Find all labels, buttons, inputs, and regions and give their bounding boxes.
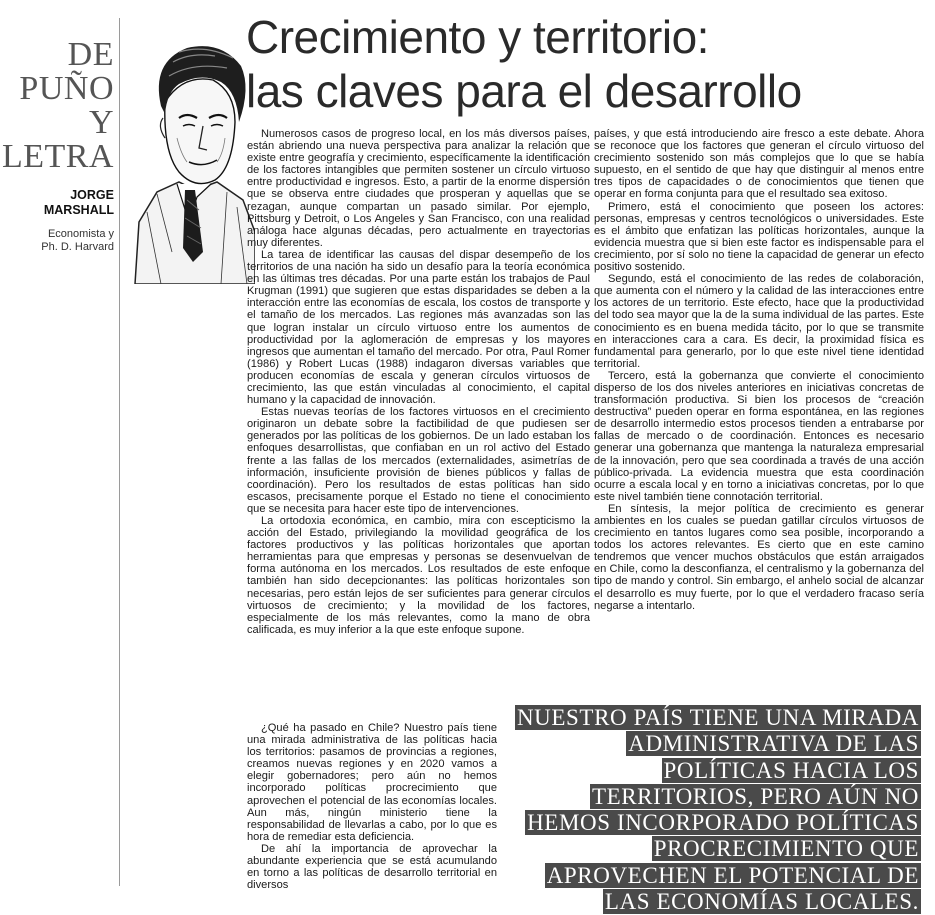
author-role-line: Ph. D. Harvard [41,241,114,253]
section-title-line: Y [88,104,114,141]
paragraph: Segundo, está el conocimiento de las redes de colaboración, que aumenta con el número y la calidad de las interacciones entre los actores de un territorio. Este efecto, hace que la productividad del todo sea mayor que la de la suma individual de las partes. Este conocimiento es en buena medida tácito, por lo que se transmite en interacciones cara a cara. Es decir, la proximidad física es fundamental para generarlo, por lo que este nivel tiene identidad territorial. [594,273,924,370]
pull-quote-text: NUESTRO PAÍS TIENE UNA MIRADA ADMINISTRATIVA DE LAS POLÍTICAS HACIA LOS TERRITORIOS, PERO AÚN NO HEMOS INCORPORADO POLÍTICAS PROCRECIMIENTO QUE APROVECHEN EL POTENCIAL DE LAS ECONOMÍAS LOCALES. [516,705,919,915]
author-last-name: MARSHALL [43,203,114,217]
author-name [0,188,114,218]
article-column-1-continued [247,722,497,891]
headline-line: las claves para el desarrollo [246,65,802,117]
article-headline [246,10,926,118]
paragraph: En síntesis, la mejor política de crecimiento es generar ambientes en los cuales se puedan gatillar círculos virtuosos de crecimiento en tantos lugares como sea posible, incorporando a todos los actores relevantes. Es cierto que en este camino tendremos que vencer muchos obstáculos que están arraigados en Chile, como la desconfianza, el centralismo y la gobernanza del tipo de mando y control. Sin embargo, el anhelo social de alcanzar el desarrollo es muy fuerte, por lo que el verdadero fracaso sería negarse a intentarlo. [594,502,924,612]
paragraph: Estas nuevas teorías de los factores virtuosos en el crecimiento originaron un debate sobre la factibilidad de que pudiesen ser generados por las políticas de los gobiernos. De un lado estaban los enfoques desarrollistas, que confiaban en un rol activo del Estado frente a las fallas de los mercados (externalidades, asimetrías de información, insuficiente provisión de bienes públicos y fallas de coordinación). Pero los resultados de estas políticas han sido escasos, precisamente porque el Estado no tiene el conocimiento que se necesita para hacer este tipo de intervenciones. [247,406,590,515]
section-title [0,38,114,174]
section-title-line: DE [67,36,114,73]
pull-quote [504,705,921,915]
paragraph: Primero, está el conocimiento que poseen los actores: personas, empresas y centros tecnológicos o universidades. Este es el ámbito que enfatizan las políticas horizontales, aunque la evidencia muestra que si bien este factor es indispensable para el crecimiento, por sí solo no tiene la capacidad de generar un efecto positivo sostenido. [594,200,924,274]
section-title-line: LETRA [1,138,114,175]
paragraph: Numerosos casos de progreso local, en los más diversos países, están abriendo una nueva perspectiva para analizar la relación que existe entre geografía y crecimiento, específicamente la identificación de los factores intangibles que permiten sostener un círculo virtuoso entre productividad e ingresos. Esto, a partir de la enorme dispersión que se observa entre ciudades que prosperan y aquellas que se rezagan, aunque compartan un pasado similar. Por ejemplo, Pittsburg y Detroit, o Los Angeles y San Francisco, con una realidad análoga hace algunas décadas, pero actualmente en trayectorias muy diferentes. [247,128,590,249]
section-title-line: PUÑO [19,70,114,107]
paragraph: De ahí la importancia de aprovechar la abundante experiencia que se está acumulando en torno a las políticas de desarrollo territorial en diversos [247,842,497,892]
article-column-2 [594,128,924,612]
author-first-name: JORGE [70,188,114,202]
paragraph: La tarea de identificar las causas del dispar desempeño de los territorios de una nación ha sido un desafío para la teoría económica en las últimas tres décadas. Por una parte están los trabajos de Paul Krugman (1991) que sugieren que estas disparidades se deben a la interacción entre las economías de escala, los costos de transporte y el tamaño de los mercados. Las regiones más avanzadas son las que logran instalar un círculo virtuoso entre los aumentos de productividad por la aglomeración de empresas y los mayores ingresos que aumentan el tamaño del mercado. Por otra, Paul Romer (1986) y Robert Lucas (1988) indagaron diversas variables que producen economías de escala y generan círculos virtuosos de crecimiento, las que están vinculadas al conocimiento, el capital humano y la capacidad de innovación. [247,248,590,407]
paragraph: países, y que está introduciendo aire fresco a este debate. Ahora se reconoce que los factores que generan el círculo virtuoso del crecimiento sostenido son más complejos que lo que se había supuesto, en el sentido de que hay que distinguir al menos entre tres tipos de capacidades o de conocimientos que tienen que operar en forma conjunta para que el resultado sea exitoso. [594,128,924,201]
paragraph: La ortodoxia económica, en cambio, mira con escepticismo la acción del Estado, privilegiando la movilidad geográfica de los factores productivos y las políticas horizontales que aportan herramientas para que empresas y personas se desenvuelvan de forma autónoma en los mercados. Los resultados de este enfoque también han sido decepcionantes: las políticas horizontales son necesarias, pero están lejos de ser suficientes para generar círculos virtuosos de crecimiento; y la movilidad de los factores, especialmente de los más relevantes, como la mano de obra calificada, es muy inferior a la que este enfoque supone. [247,515,590,636]
headline-line: Crecimiento y territorio: [246,11,709,63]
article-column-1 [247,128,590,636]
author-role [0,228,114,254]
author-role-line: Economista y [47,228,114,240]
paragraph: Tercero, está la gobernanza que convierte el conocimiento disperso de los dos niveles anteriores en iniciativas concretas de transformación productiva. Si bien los procesos de “creación destructiva” pueden operar en forma espontánea, en las regiones de desarrollo intermedio estos procesos tienden a entrabarse por fallas de mercado o de coordinación. Entonces es necesario generar una gobernanza que mantenga la naturaleza empresarial de la innovación, pero que sea coordinada a través de una acción público-privada. La evidencia muestra que esta coordinación ocurre a escala local y en torno a iniciativas concretas, por lo que este nivel también tiene connotación territorial. [594,369,924,503]
author-portrait-illustration [117,22,255,284]
paragraph: ¿Qué ha pasado en Chile? Nuestro país tiene una mirada administrativa de las políticas hacia los territorios: pasamos de provincias a regiones, creamos nuevas regiones y en 2020 vamos a elegir gobernadores; pero aún no hemos incorporado políticas procrecimiento que aprovechen el potencial de las economías locales. Aun más, ningún ministerio tiene la responsabilidad de llevarlas a cabo, por lo que es hora de remediar esta deficiencia. [247,722,497,843]
